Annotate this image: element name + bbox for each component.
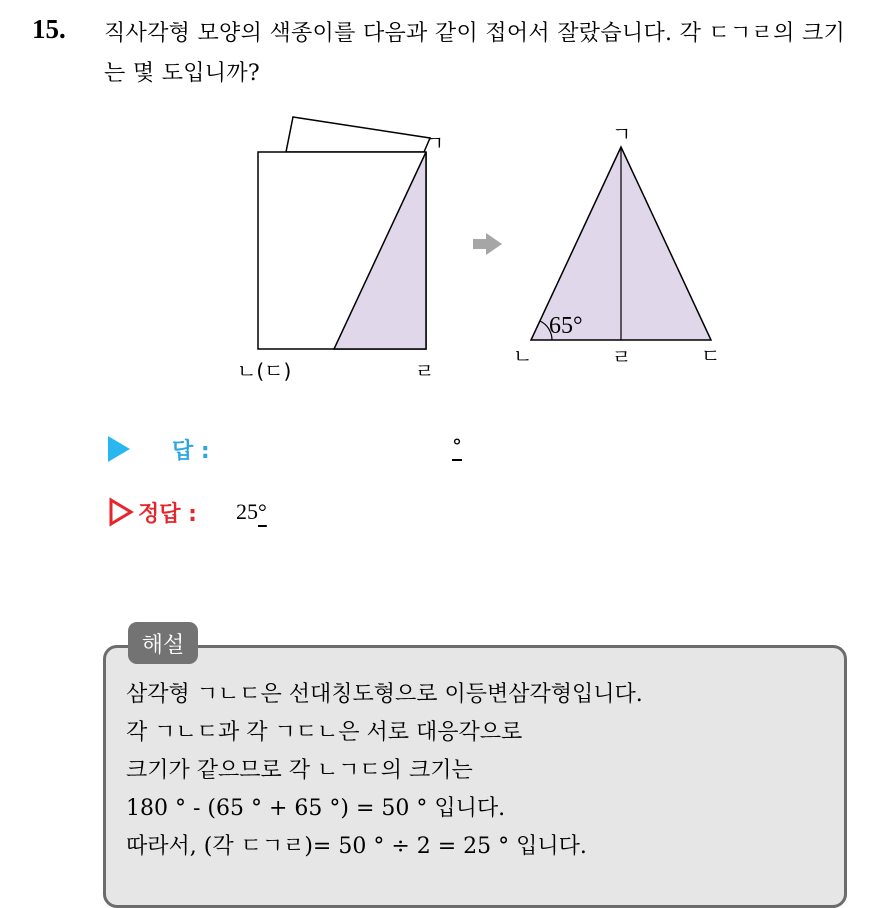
explanation-text (126, 676, 826, 866)
folded-flap (286, 117, 430, 152)
correct-answer-label: 정답 : (138, 502, 197, 527)
label-right-right: ㄷ (701, 344, 721, 368)
question-number: 15. (32, 14, 66, 44)
label-left-bottom-left: ㄴ(ㄷ) (237, 359, 292, 383)
label-right-left: ㄴ (513, 344, 533, 368)
correct-value-number: 25 (236, 499, 258, 524)
angle-label: 65° (549, 313, 583, 339)
label-right-top: ㄱ (612, 122, 632, 146)
answer-unit: ° (452, 434, 462, 458)
label-left-bottom-right: ㄹ (415, 359, 435, 383)
correct-value-unit: ° (258, 499, 267, 524)
explanation-tab: 해설 (128, 622, 198, 664)
correct-answer-value (236, 499, 267, 525)
figure (0, 0, 884, 420)
explanation-line: 따라서, (각 ㄷㄱㄹ)= 50 ° ÷ 2 = 25 ° 입니다. (126, 834, 587, 859)
explanation-line: 180 ° - (65 ° + 65 °) = 50 ° 입니다. (126, 796, 506, 821)
play-icon (108, 436, 130, 462)
explanation-line: 각 ㄱㄴㄷ과 각 ㄱㄷㄴ은 서로 대응각으로 (126, 720, 523, 745)
label-right-middle: ㄹ (612, 345, 632, 369)
explanation-line: 삼각형 ㄱㄴㄷ은 선대칭도형으로 이등변삼각형입니다. (126, 682, 643, 707)
question-text: 직사각형 모양의 색종이를 다음과 같이 접어서 잘랐습니다. 각 ㄷㄱㄹ의 크기는 몇 도입니까? (104, 21, 846, 86)
answer-label: 답 : (172, 439, 210, 464)
right-arrow-icon (473, 233, 502, 255)
explanation-line: 크기가 같으므로 각 ㄴㄱㄷ의 크기는 (126, 758, 473, 783)
label-left-top: ㄱ (425, 131, 445, 155)
play-outline-icon (108, 497, 134, 527)
